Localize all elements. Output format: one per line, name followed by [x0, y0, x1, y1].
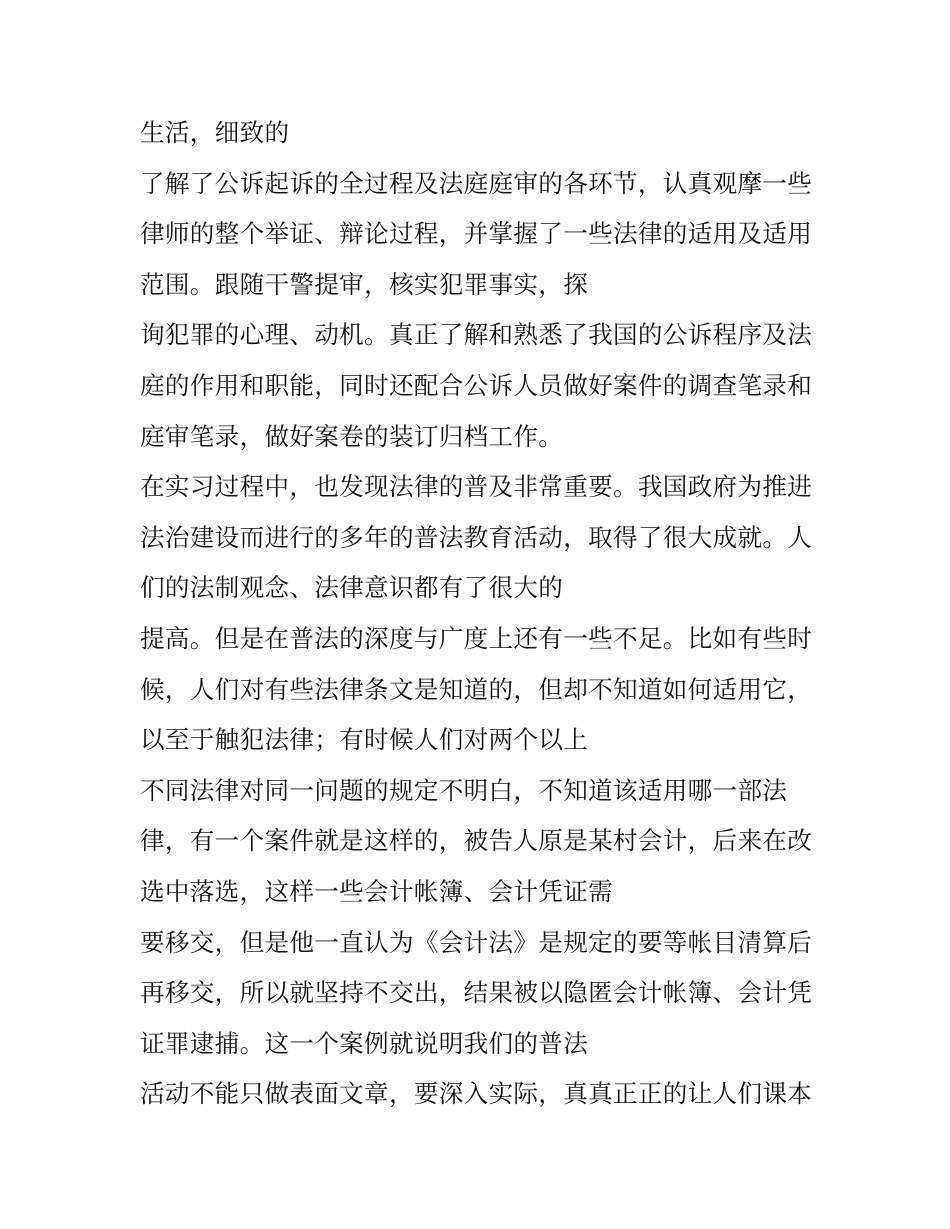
text-line-16: 选中落选，这样一些会计帐簿、会计凭证需 [140, 876, 613, 906]
text-line-17: 要移交，但是他一直认为《会计法》是规定的要等帐目清算后 [140, 927, 813, 957]
text-line-3: 律师的整个举证、辩论过程，并掌握了一些法律的适用及适用 [140, 219, 813, 249]
text-line-2: 了解了公诉起诉的全过程及法庭庭审的各环节，认真观摩一些 [140, 168, 813, 198]
text-line-18: 再移交，所以就坚持不交出，结果被以隐匿会计帐簿、会计凭 [140, 978, 813, 1008]
text-line-14: 不同法律对同一问题的规定不明白，不知道该适用哪一部法 [140, 775, 788, 805]
text-line-11: 提高。但是在普法的深度与广度上还有一些不足。比如有些时 [140, 623, 813, 653]
text-line-19: 证罪逮捕。这一个案例就说明我们的普法 [140, 1028, 589, 1058]
text-line-4: 范围。跟随干警提审，核实犯罪事实，探 [140, 269, 589, 299]
text-line-10: 们的法制观念、法律意识都有了很大的 [140, 573, 564, 603]
text-line-12: 候，人们对有些法律条文是知道的，但却不知道如何适用它， [140, 674, 813, 704]
text-line-7: 庭审笔录，做好案卷的装订归档工作。 [140, 421, 564, 451]
text-line-13: 以至于触犯法律；有时候人们对两个以上 [140, 725, 589, 755]
text-line-1: 生活，细致的 [140, 118, 290, 147]
text-line-8: 在实习过程中，也发现法律的普及非常重要。我国政府为推进 [140, 472, 813, 502]
text-line-15: 律，有一个案件就是这样的，被告人原是某村会计，后来在改 [140, 826, 813, 856]
text-line-9: 法治建设而进行的多年的普法教育活动，取得了很大成就。人 [140, 522, 813, 552]
document-body [140, 108, 820, 1120]
text-line-6: 庭的作用和职能，同时还配合公诉人员做好案件的调查笔录和 [140, 370, 813, 400]
text-line-5: 询犯罪的心理、动机。真正了解和熟悉了我国的公诉程序及法 [140, 320, 813, 350]
text-line-20: 活动不能只做表面文章，要深入实际，真真正正的让人们课本 [140, 1079, 813, 1109]
